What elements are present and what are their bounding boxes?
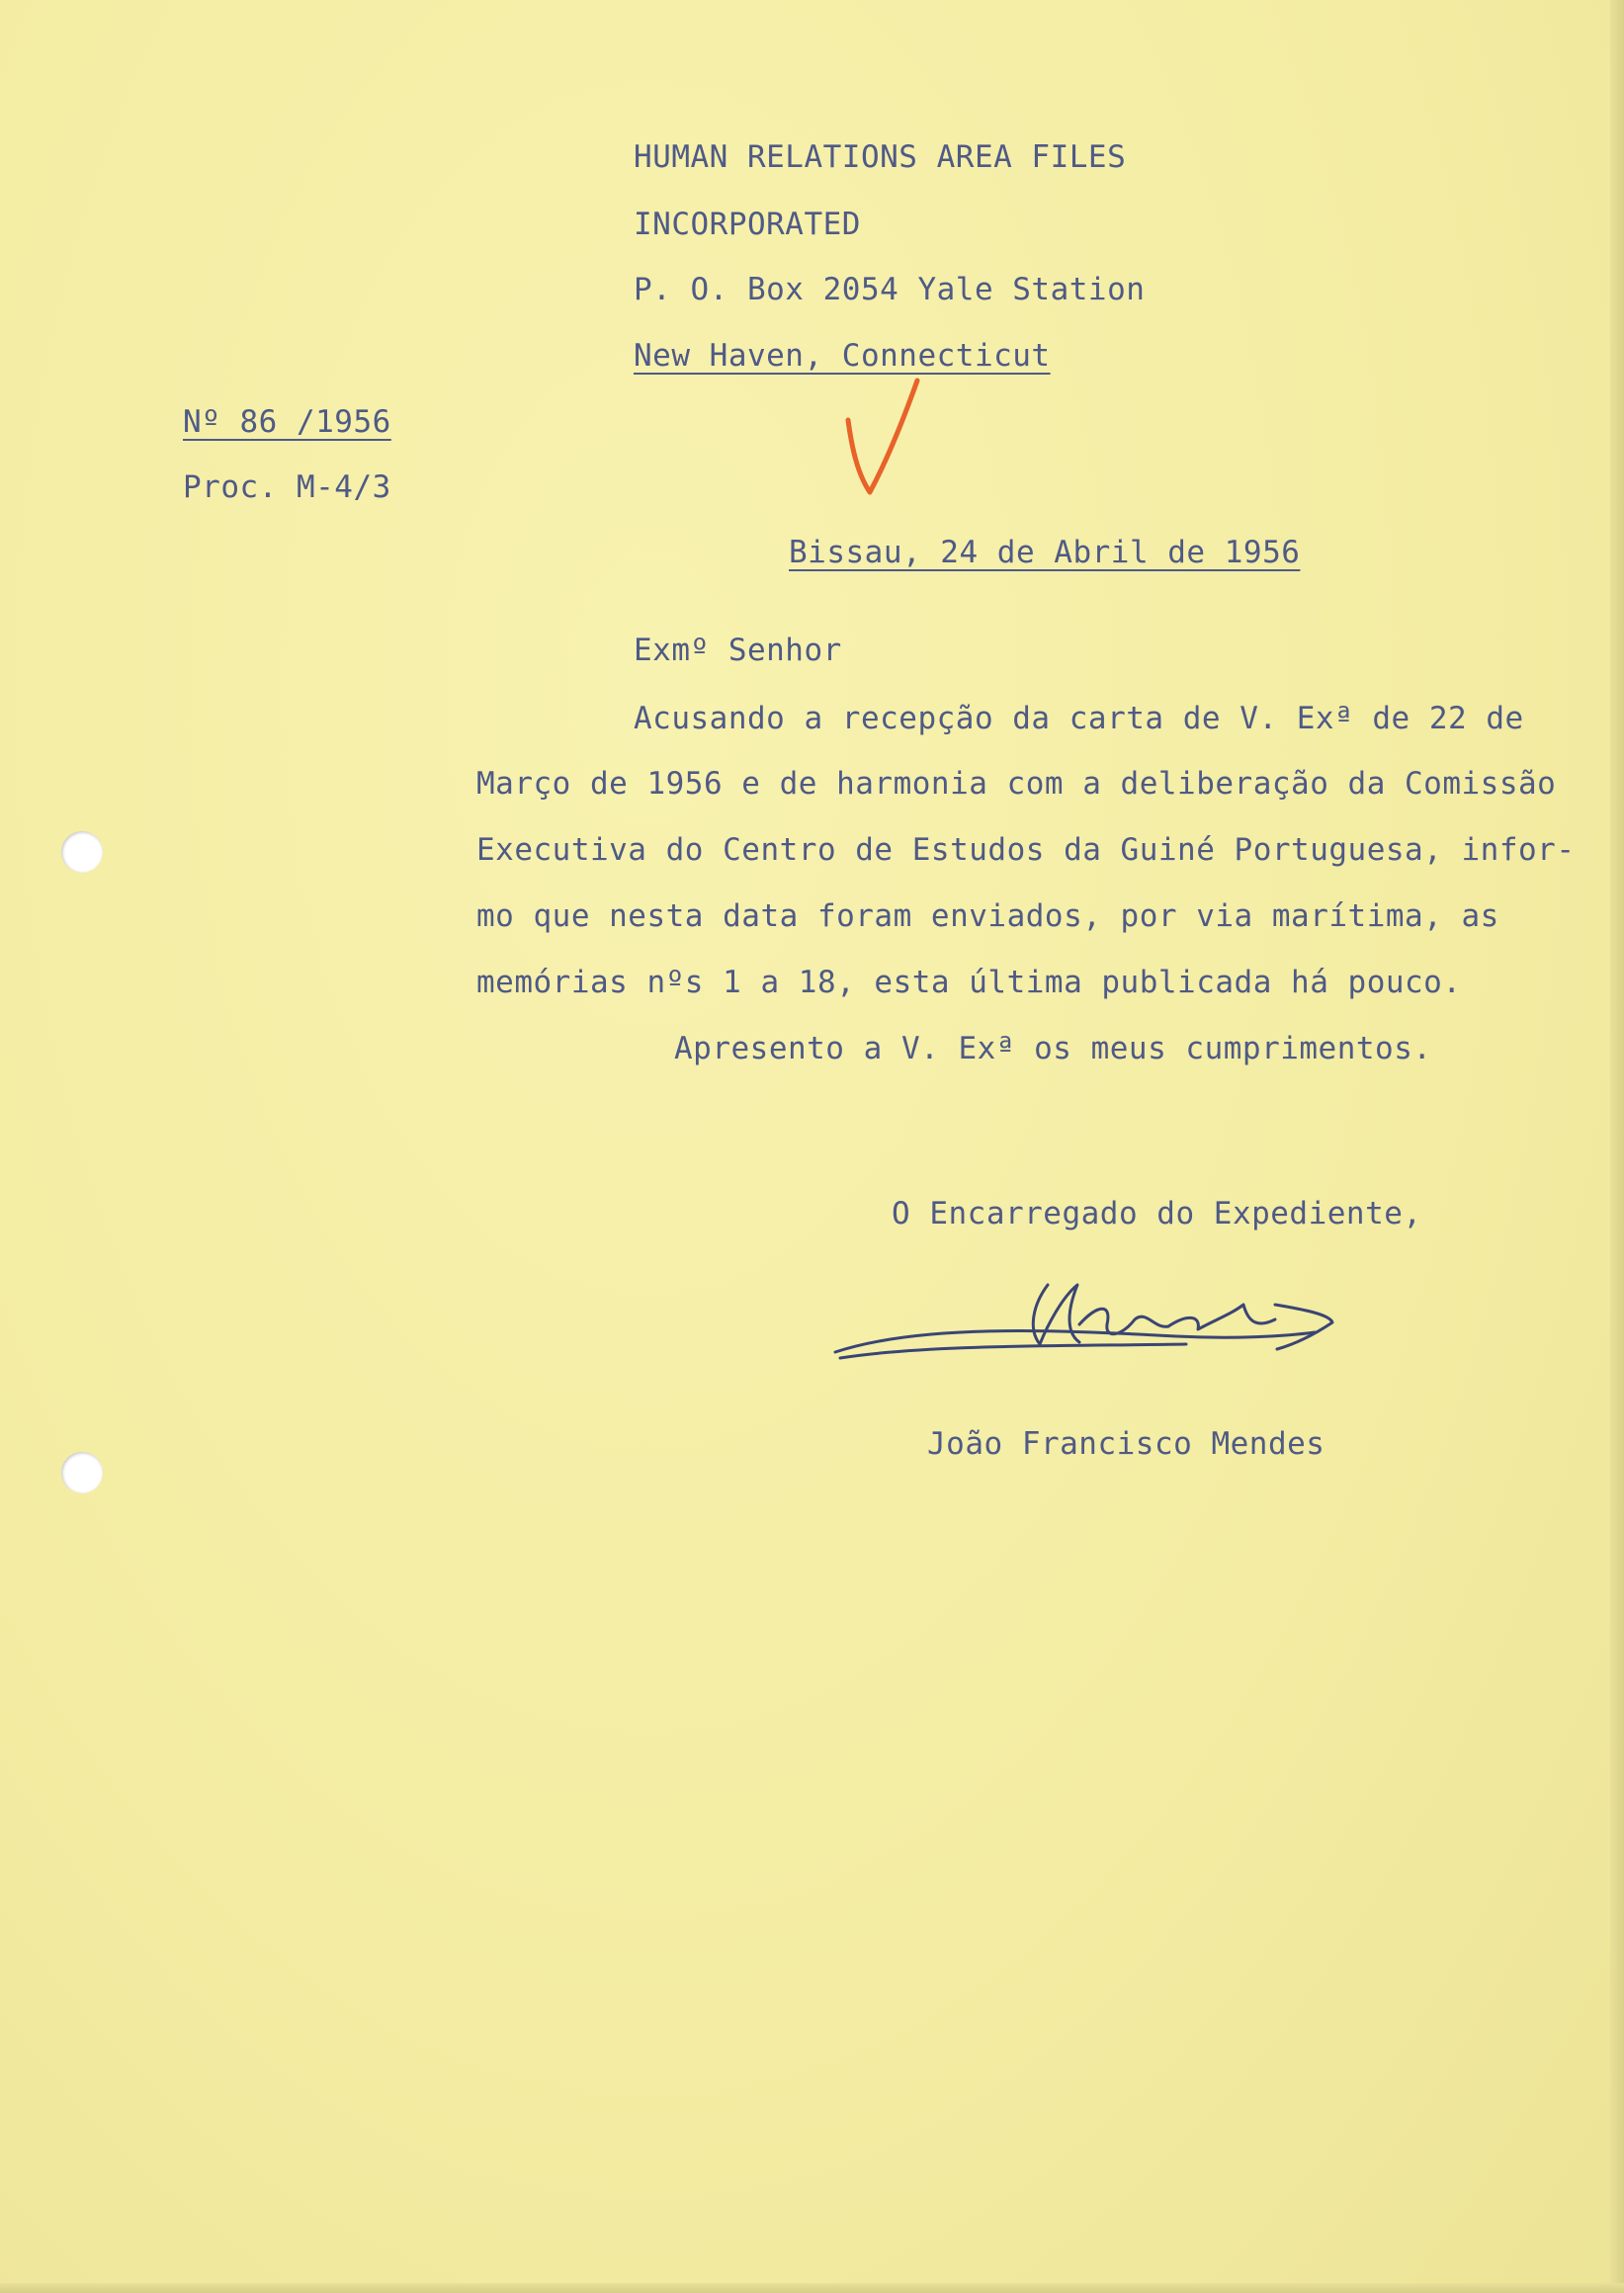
addressee-line-2: INCORPORATED [634,207,861,242]
sign-off: O Encarregado do Expediente, [892,1196,1422,1231]
date-line: Bissau, 24 de Abril de 1956 [789,535,1301,570]
salutation: Exmº Senhor [634,633,842,668]
addressee-line-4: New Haven, Connecticut [634,338,1051,374]
body-line-1: Acusando a recepção da carta de V. Exª de 22 de [634,701,1524,736]
closing-line: Apresento a V. Exª os meus cumprimentos. [674,1031,1432,1066]
process-number: Proc. M-4/3 [183,469,391,505]
addressee-line-3: P. O. Box 2054 Yale Station [634,272,1146,307]
signature [835,1285,1332,1358]
body-line-3: Executiva do Centro de Estudos da Guiné Portuguesa, infor- [476,832,1576,868]
body-line-4: mo que nesta data foram enviados, por via marítima, as [476,898,1499,934]
reference-number: Nº 86 /1956 [183,404,391,440]
body-line-5: memórias nºs 1 a 18, esta última publicada há pouco. [476,965,1462,1000]
signatory-name: João Francisco Mendes [927,1426,1325,1462]
check-mark [848,381,917,492]
addressee-line-1: HUMAN RELATIONS AREA FILES [634,139,1127,175]
body-line-2: Março de 1956 e de harmonia com a deliberação da Comissão [476,766,1557,802]
